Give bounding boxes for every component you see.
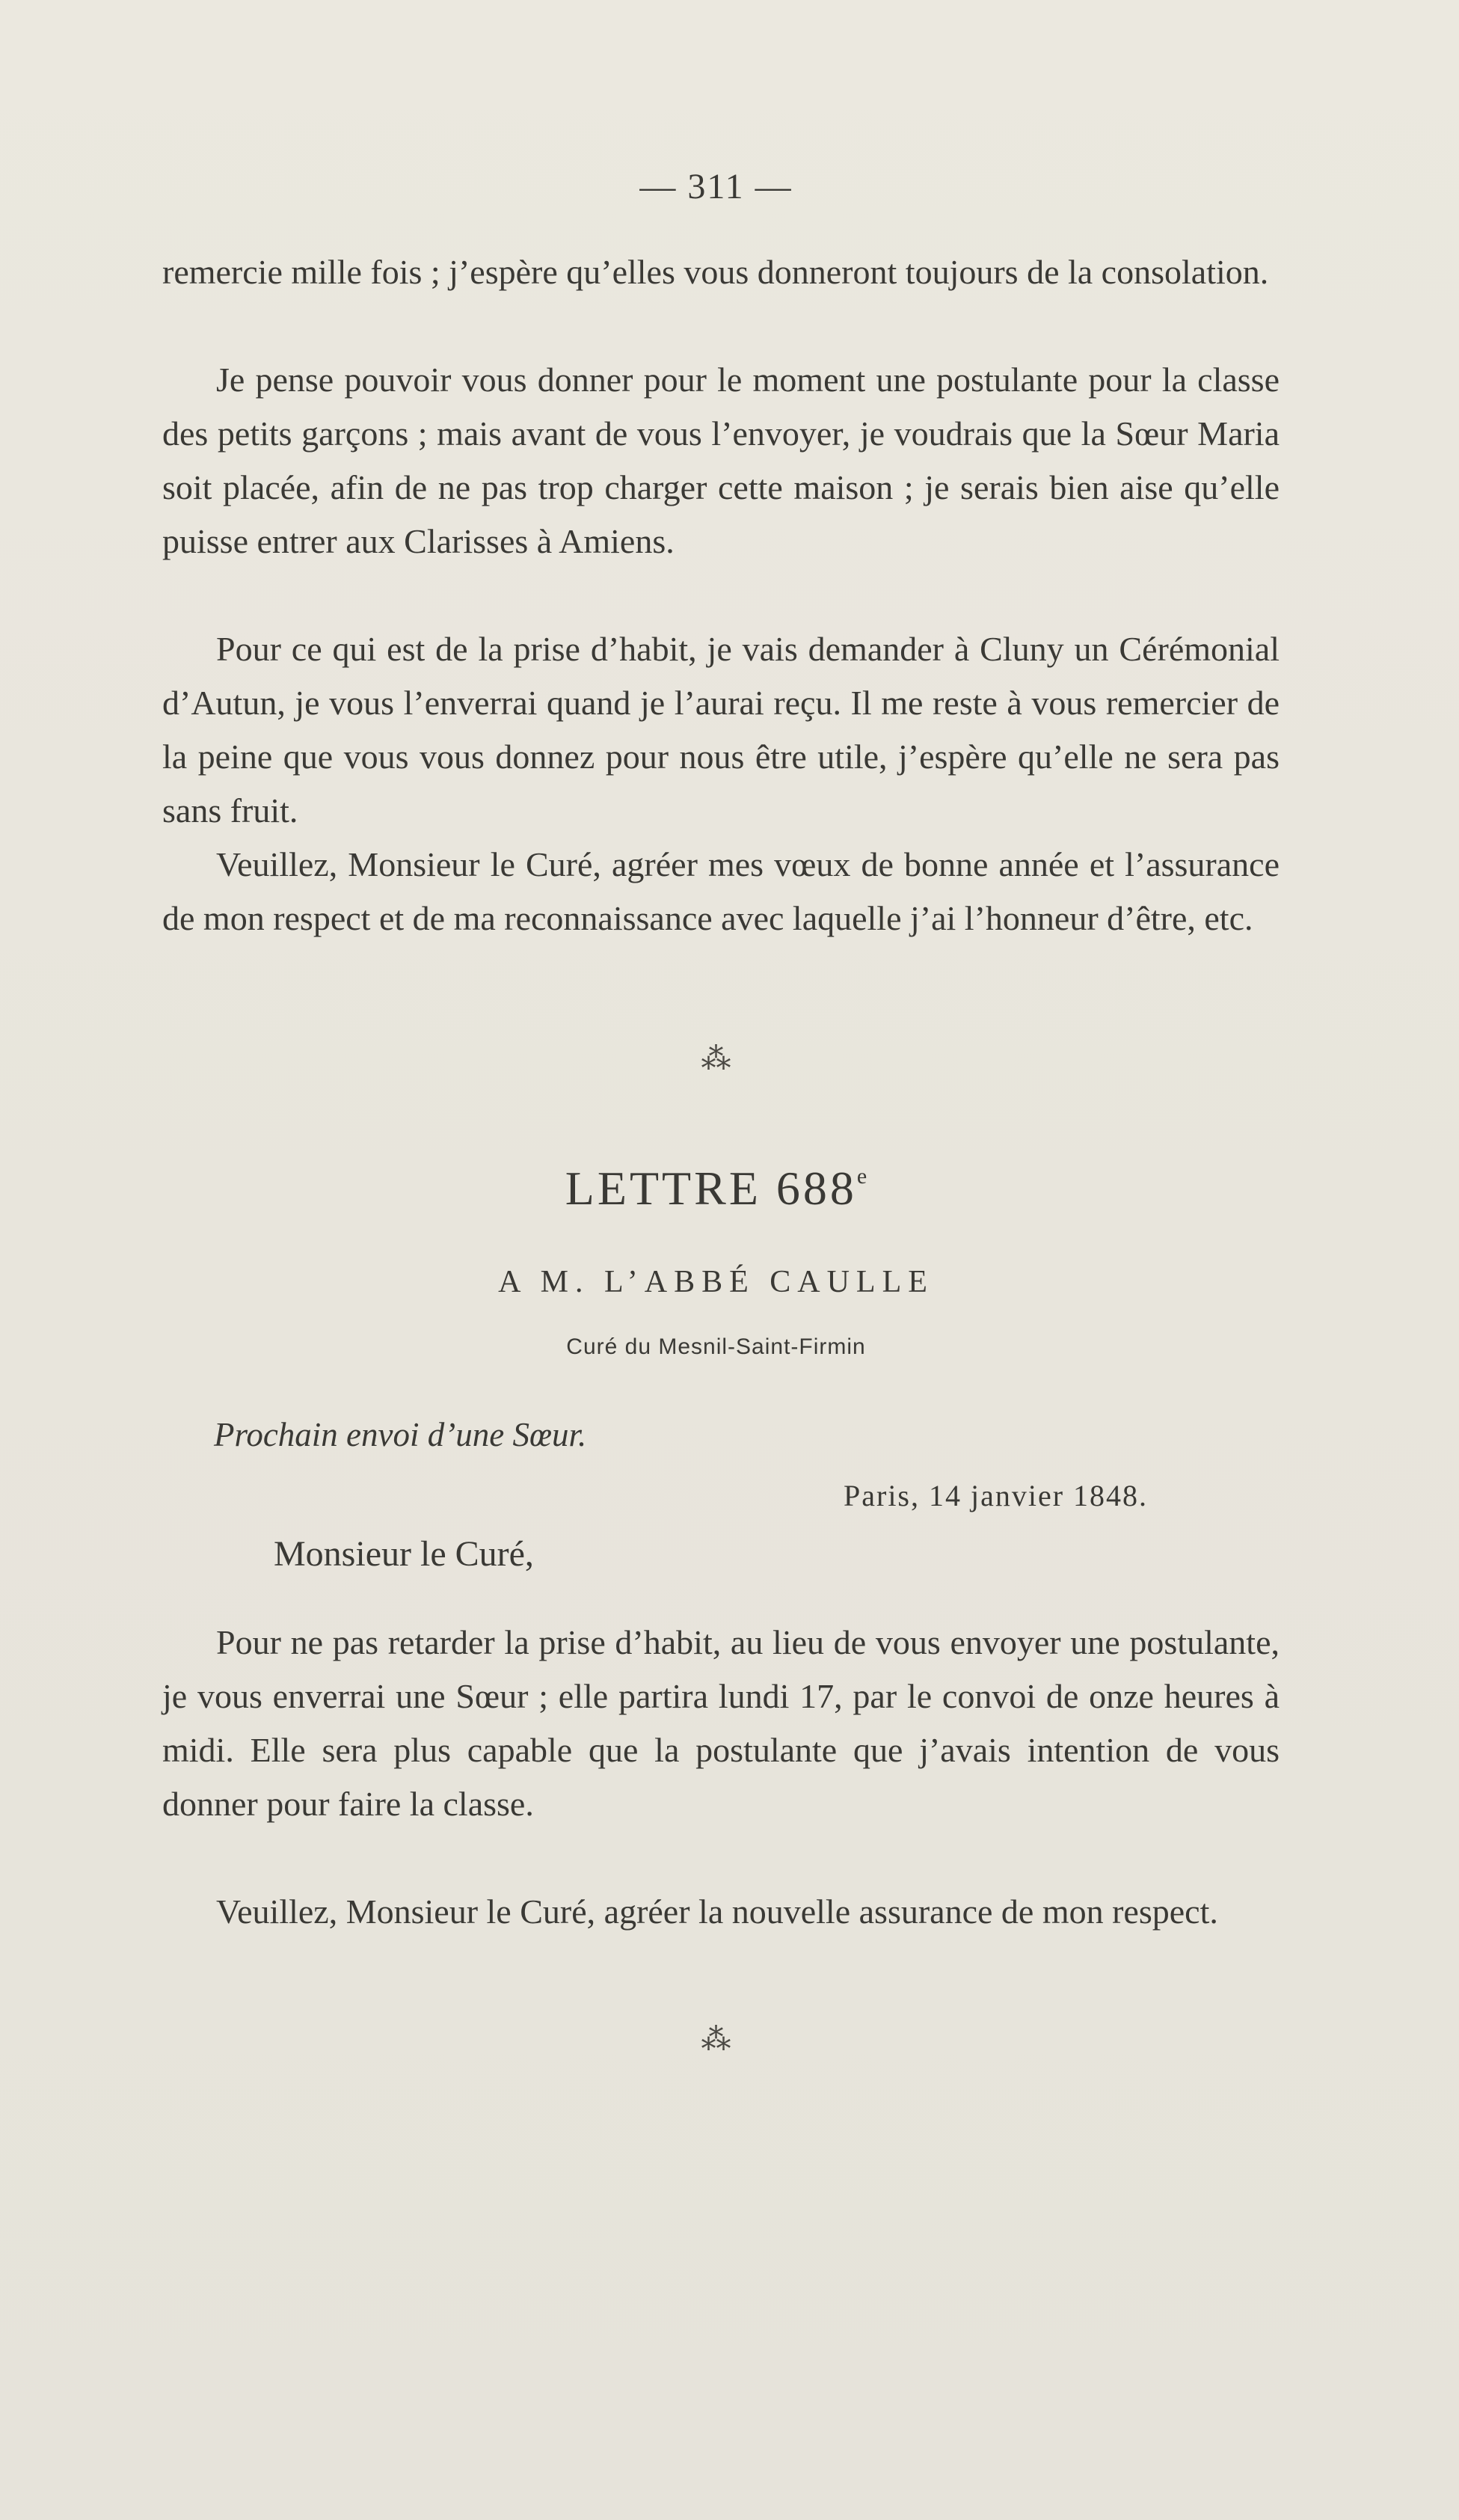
paragraph-continuation: remercie mille fois ; j’espère qu’elles vous donneront toujours de la consolation. [162,253,1269,291]
paragraph-retarder: Pour ne pas retarder la prise d’habit, au lieu de vous envoyer une postulante, je vous enverrai une Sœur ; elle partira lundi 17, par le convoi de onze heures à midi. Elle sera plus capable que la postulante que j’avais intention de vous donner pour faire la classe. [162,1623,1280,1823]
paragraph-postulante: Je pense pouvoir vous donner pour le moment une postulante pour la classe des petits garçons ; mais avant de vous l’envoyer, je voudrais que la Sœur Maria soit placée, afin de ne pas trop charger cette maison ; je serais bien aise qu’elle puisse entrer aux Clarisses à Amiens. [162,361,1280,560]
page-number: — 311 — [639,167,793,206]
fleuron-ornament-icon: ⁂ [701,1042,731,1076]
paragraph-closing-688: Veuillez, Monsieur le Curé, agréer la nouvelle assurance de mon respect. [216,1892,1218,1931]
letter-title-text: LETTRE 688 [565,1162,857,1215]
paragraph-closing-687: Veuillez, Monsieur le Curé, agréer mes vœux de bonne année et l’assurance de mon respect et de ma reconnaissance avec laquelle j’ai l’honneur d’être, etc. [162,845,1280,937]
letter-title [0,1161,1432,1216]
letter-recipient-role: Curé du Mesnil-Saint-Firmin [566,1334,866,1359]
letter-recipient: A M. L’ABBÉ CAULLE [498,1265,934,1299]
letter-dateline: Paris, 14 janvier 1848. [844,1479,1149,1512]
letter-salutation: Monsieur le Curé, [274,1534,534,1574]
paragraph-prise-habit: Pour ce qui est de la prise d’habit, je vais demander à Cluny un Cérémonial d’Autun, je vous l’enverrai quand je l’aurai reçu. Il me reste à vous remercier de la peine que vous vous donnez pour nous être utile, j’espère qu’elle ne sera pas sans fruit. [162,630,1280,830]
letter-title-suffix: e [856,1164,867,1189]
fleuron-ornament-icon: ⁂ [701,2023,731,2056]
letter-summary: Prochain envoi d’une Sœur. [214,1416,587,1453]
